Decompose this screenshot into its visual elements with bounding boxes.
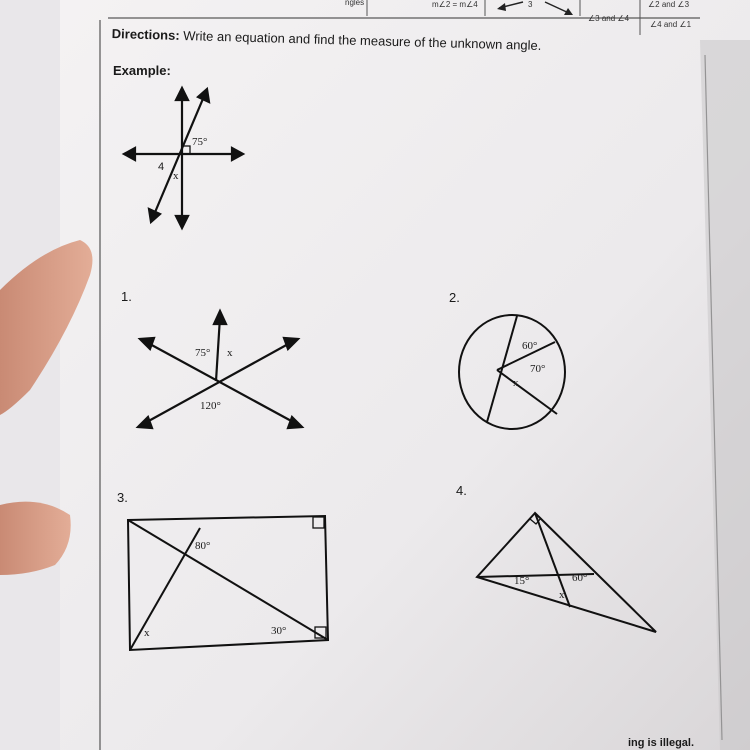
example-unknown-label: x [173,170,179,182]
example-figure [115,82,255,242]
problem-4-label-2: 60° [572,572,588,584]
example-heading: Example: [113,63,171,78]
top-cell-6: ∠4 and ∠1 [650,20,692,29]
problem-1-label-2: x [227,347,233,359]
problem-4-number: 4. [456,483,467,498]
problem-2-label-3: x [513,377,519,389]
example-slanted-line [153,94,208,217]
example-number-label: 4 [158,161,165,173]
top-cell-4: ∠3 and ∠4 [588,14,630,23]
problem-3-number: 3. [117,490,128,505]
top-cell-2: m∠2 = m∠4 [432,0,478,9]
top-strip-arrows [495,0,575,20]
problem-2-figure [455,312,575,437]
directions-label: Directions: [111,26,180,43]
top-cell-3: 3 [528,0,533,9]
top-cell-5: ∠2 and ∠3 [648,0,690,9]
problem-4-figure [470,508,665,636]
problem-3-label-1: 80° [195,540,211,552]
problem-3-label-3: 30° [271,625,287,637]
problem-2-label-1: 60° [522,340,538,352]
top-cell-1: ngles [345,0,365,7]
problem-1-number: 1. [121,289,132,304]
problem-4-label-1: 15° [514,575,530,587]
example-angle-label: 75° [192,136,208,148]
problem-1-label-3: 120° [200,400,221,412]
problem-2-number: 2. [449,290,460,305]
problem-1-label-1: 75° [195,347,211,359]
problem-3-figure [125,512,335,657]
problem-2-label-2: 70° [530,363,546,375]
directions-text: Write an equation and find the measure of the unknown angle. [183,27,542,53]
problem-3-label-2: x [144,627,150,639]
footer-fragment: ing is illegal. [628,737,695,749]
problem-4-label-3: x [559,589,565,601]
problem-1-figure [130,305,310,435]
